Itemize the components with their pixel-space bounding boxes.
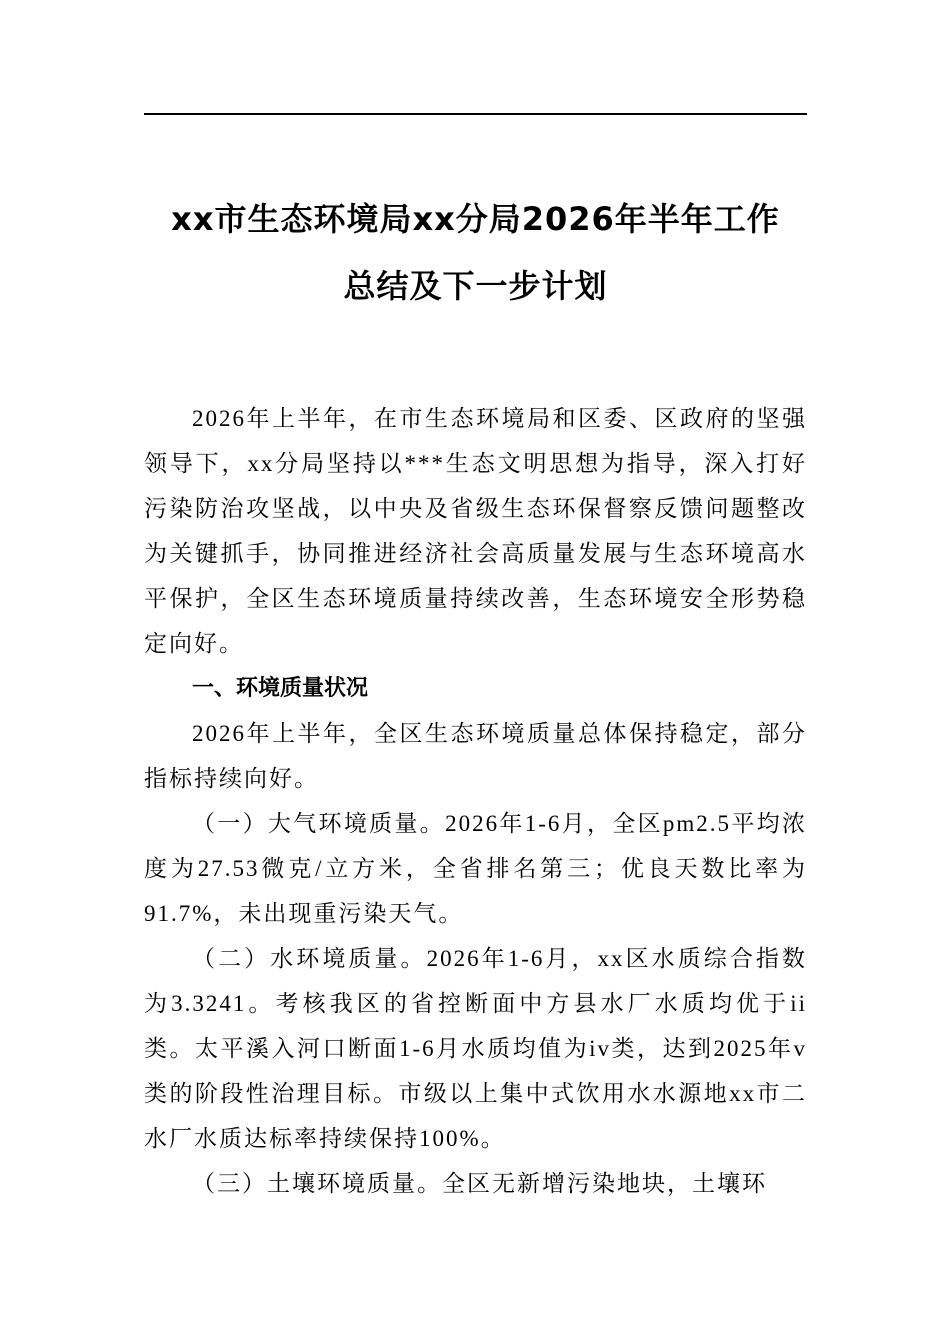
section-summary-paragraph: 2026年上半年，全区生态环境质量总体保持稳定，部分指标持续向好。 (144, 721, 807, 791)
title-line-2: 总结及下一步计划 (343, 267, 608, 305)
air-quality-paragraph: （一）大气环境质量。2026年1-6月，全区pm2.5平均浓度为27.53微克/立方米，全省排名第三；优良天数比率为91.7%，未出现重污染天气。 (144, 811, 807, 926)
intro-paragraph: 2026年上半年，在市生态环境局和区委、区政府的坚强领导下，xx分局坚持以***生态文明思想为指导，深入打好污染防治攻坚战，以中央及省级生态环保督察反馈问题整改为关键抓手，协同推进经济社会高质量发展与生态环境高水平保护，全区生态环境质量持续改善，生态环境安全形势稳定向好。 (144, 406, 807, 656)
header-rule (144, 113, 807, 115)
title-line-1: xx市生态环境局xx分局2026年半年工作 (171, 200, 780, 238)
soil-quality-paragraph: （三）土壤环境质量。全区无新增污染地块，土壤环 (192, 1171, 767, 1196)
water-quality-paragraph: （二）水环境质量。2026年1-6月，xx区水质综合指数为3.3241。考核我区的省控断面中方县水厂水质均优于ii类。太平溪入河口断面1-6月水质均值为iv类，达到2025年v类的阶段性治理目标。市级以上集中式饮用水水源地xx市二水厂水质达标率持续保持100%。 (144, 946, 807, 1151)
section-heading-environment-quality: 一、环境质量状况 (192, 676, 369, 701)
document-title (144, 186, 807, 320)
document-body (144, 396, 807, 1206)
